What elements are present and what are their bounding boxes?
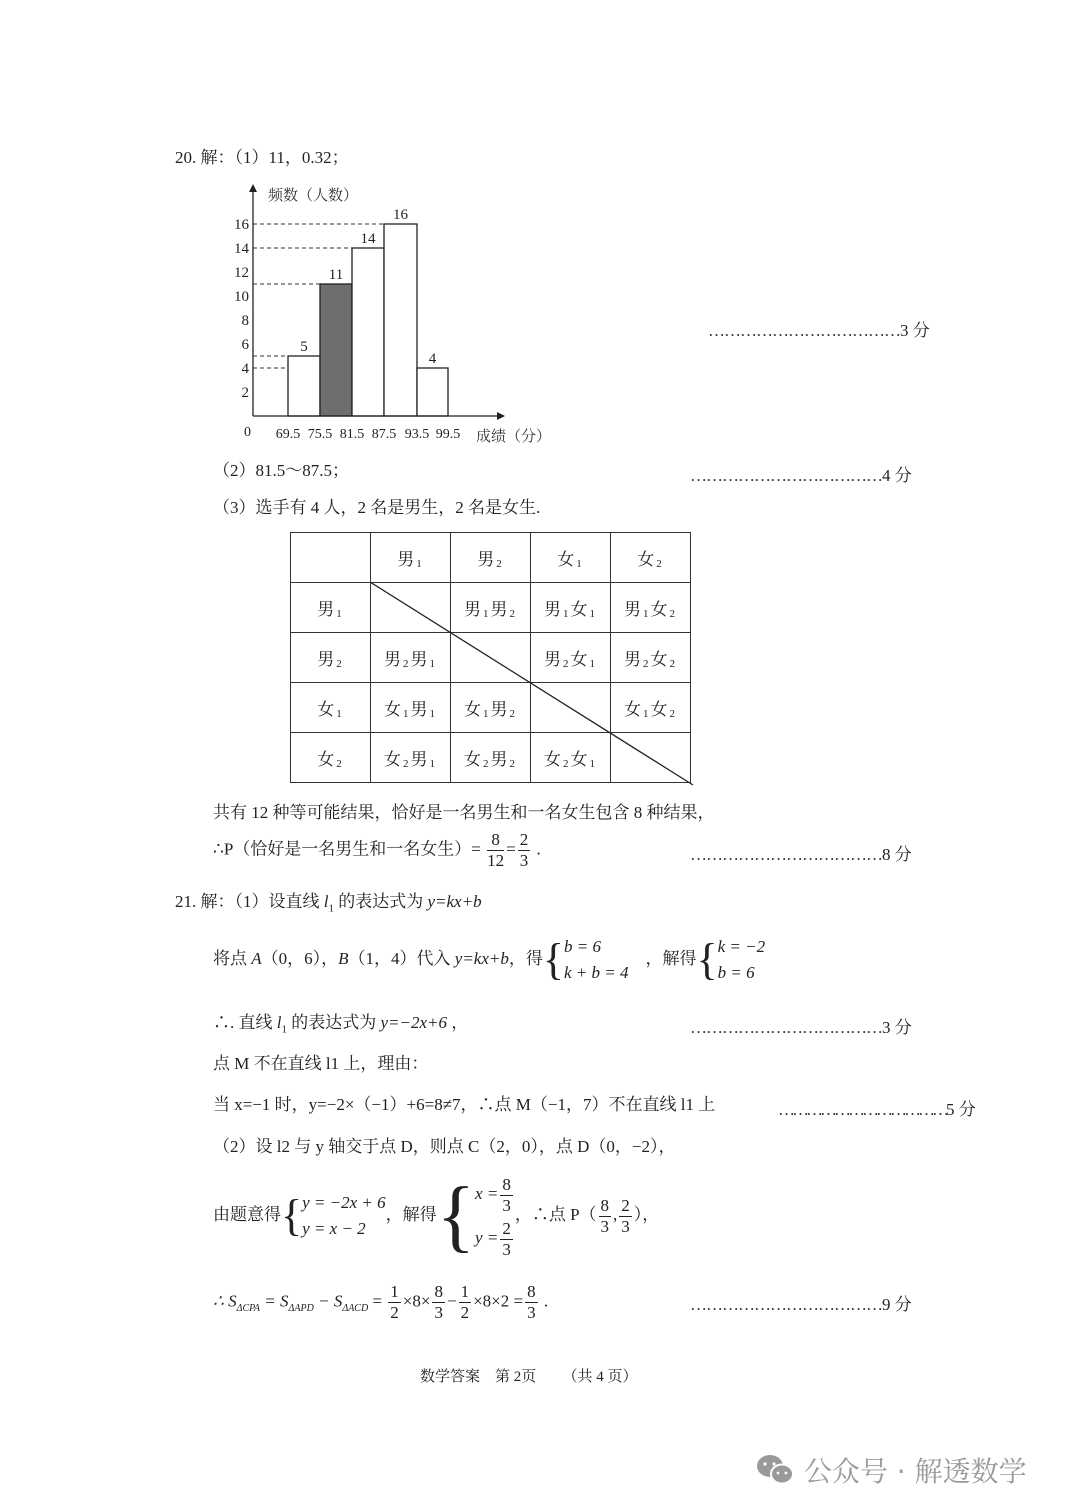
- svg-text:99.5: 99.5: [435, 427, 461, 442]
- table-cell: 女 $_2$ 女 $_1$: [531, 733, 611, 783]
- table-cell: 女 $_2$: [611, 533, 691, 583]
- histogram-bar: [288, 356, 320, 416]
- table-cell: 男 $_1$: [371, 533, 451, 583]
- page-footer: 数学答案 第 2页 （共 4 页）: [420, 1369, 638, 1385]
- table-cell: [291, 533, 371, 583]
- svg-text:11: 11: [328, 267, 344, 283]
- table-cell: 男 $_2$ 女 $_2$: [611, 633, 691, 683]
- q21-header: 21. 解：（1）设直线 $l_1$ 的表达式为 y=kx+b: [175, 892, 482, 915]
- table-cell: 男 $_2$: [451, 533, 531, 583]
- watermark: 公众号 · 解透数学: [755, 1450, 1027, 1490]
- histogram-bar: [352, 248, 384, 416]
- q20-part3: （3）选手有 4 人，2 名是男生，2 名是女生.: [213, 498, 541, 517]
- q21-m-check: 当 x=−1 时，y=−2×（−1）+6=8≠7，∴点 M（−1，7）不在直线 l1 上: [213, 1095, 716, 1114]
- wechat-icon: [755, 1453, 795, 1487]
- svg-text:14: 14: [360, 231, 376, 247]
- svg-text:10: 10: [234, 289, 249, 305]
- q21-substitution: 将点 A（0，6），B（1，4）代入 y=kx+b，得{ b = 6 k + b = 4 ，解得{ k = −2 b = 6: [213, 935, 766, 984]
- frequency-histogram: [230, 180, 560, 450]
- table-cell: 女 $_1$: [291, 683, 371, 733]
- table-cell: 男 $_1$: [291, 583, 371, 633]
- table-cell: 男 $_1$ 女 $_2$: [611, 583, 691, 633]
- q20-part2: （2）81.5～87.5；: [213, 461, 349, 480]
- table-cell: 男 $_1$ 男 $_2$: [451, 583, 531, 633]
- q20-header: 20. 解：（1）11，0.32；: [175, 148, 349, 167]
- svg-text:2: 2: [241, 385, 249, 401]
- q21-m-statement: 点 M 不在直线 l1 上，理由：: [213, 1054, 429, 1073]
- table-header-row: [291, 533, 691, 583]
- svg-text:0: 0: [244, 425, 251, 440]
- table-cell: 女 $_2$: [291, 733, 371, 783]
- q20-probability: ∴P（恰好是一名男生和一名女生）= $\frac{8}{12}$ = $\frac{2}{3}$ .: [213, 830, 541, 870]
- histogram-bar: [320, 284, 352, 416]
- q21-area: ∴ $S_{\Delta CPA} = S_{\Delta APD} - S_{\Delta ACD}$ = $\frac{1}{2}$ ×8× $\frac{8}{3}$ − $\frac{1}{2}$ ×8×2 = $\frac{8}{3}$ .: [213, 1282, 549, 1322]
- svg-text:16: 16: [234, 217, 249, 233]
- table-cell: 男 $_2$: [291, 633, 371, 683]
- svg-text:93.5: 93.5: [404, 427, 430, 442]
- score-marker-3b: ………………………………3 分: [690, 1018, 912, 1037]
- score-marker-3: ………………………………3 分: [708, 321, 930, 340]
- svg-text:87.5: 87.5: [371, 427, 397, 442]
- svg-text:频数（人数）: 频数（人数）: [268, 188, 359, 204]
- svg-text:4: 4: [241, 361, 249, 377]
- histogram-bar: [384, 224, 417, 416]
- score-marker-5: ………………………………5 分: [778, 1100, 976, 1119]
- q21-system: 由题意得{ y = −2x + 6 y = x − 2 ，解得{ x = $\frac{8}{3}$ y = $\frac{2}{3}$ ，∴点 P（ $\frac{8}{3}$ , $\frac{2}{3}$ ），: [213, 1172, 660, 1260]
- table-cell: 男 $_2$ 女 $_1$: [531, 633, 611, 683]
- q20-summary: 共有 12 种等可能结果，恰好是一名男生和一名女生包含 8 种结果，: [213, 803, 715, 822]
- score-marker-8: ………………………………8 分: [690, 845, 912, 864]
- table-cell: 男 $_1$ 女 $_1$: [531, 583, 611, 633]
- q21-part2: （2）设 l2 与 y 轴交于点 D，则点 C（2，0），点 D（0，−2），: [213, 1137, 676, 1156]
- score-marker-4: ………………………………4 分: [690, 466, 912, 485]
- score-marker-9: ………………………………9 分: [690, 1295, 912, 1314]
- svg-text:12: 12: [234, 265, 249, 281]
- table-cell: 女 $_1$ 男 $_1$: [371, 683, 451, 733]
- table-cell: 女 $_2$ 男 $_2$: [451, 733, 531, 783]
- histogram-bar: [417, 368, 448, 416]
- svg-text:81.5: 81.5: [339, 427, 365, 442]
- svg-text:8: 8: [241, 313, 249, 329]
- table-cell: 女 $_1$ 女 $_2$: [611, 683, 691, 733]
- svg-text:16: 16: [393, 207, 408, 223]
- svg-text:69.5: 69.5: [275, 427, 301, 442]
- svg-text:4: 4: [428, 351, 437, 367]
- table-cell: 女 $_1$: [531, 533, 611, 583]
- table-cell: 女 $_1$ 男 $_2$: [451, 683, 531, 733]
- table-cell: 女 $_2$ 男 $_1$: [371, 733, 451, 783]
- diagonal-line: [370, 582, 695, 787]
- table-cell: 男 $_2$ 男 $_1$: [371, 633, 451, 683]
- svg-text:14: 14: [234, 241, 249, 257]
- svg-text:6: 6: [241, 337, 249, 353]
- svg-text:75.5: 75.5: [307, 427, 333, 442]
- svg-text:成绩（分）: 成绩（分）: [476, 429, 552, 445]
- q21-l1-conclusion: ∴. 直线 $l_1$ 的表达式为 y=−2x+6 ，: [213, 1013, 469, 1036]
- svg-text:5: 5: [300, 339, 308, 355]
